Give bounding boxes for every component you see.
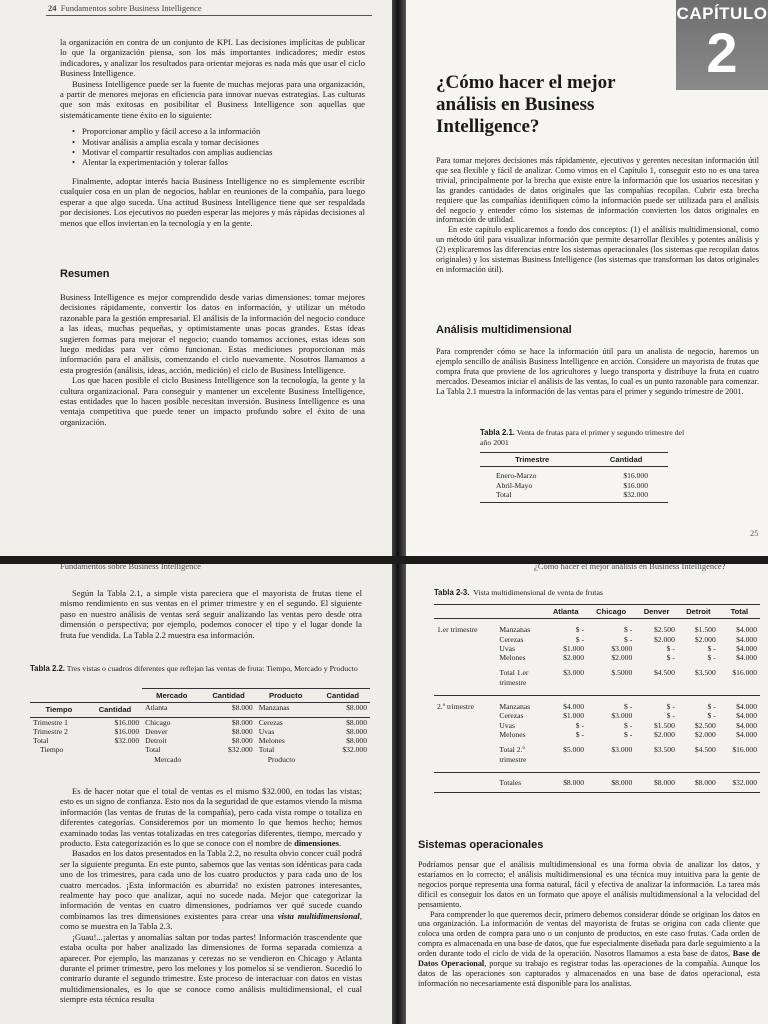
- table-cell: Total: [33, 736, 49, 746]
- table-cell: Trimestre 2: [33, 726, 68, 736]
- table-cell: $ -: [624, 702, 633, 712]
- table-cell: $3.000: [563, 668, 584, 678]
- table-cell: $4.000: [736, 729, 757, 739]
- table-cell: Cerezas: [499, 634, 524, 644]
- table-cell: $4.500: [653, 668, 675, 678]
- table-cell: Melones: [499, 653, 526, 663]
- table-cell: Abril-Mayo: [496, 480, 533, 490]
- term-vista-multidimensional: vista multidimensional: [277, 910, 360, 921]
- table-cell: $32.000: [623, 489, 648, 499]
- paragraph: Los que hacen posible el ciclo Business Intelligence son la tecnología, la gente y la cultura organizacional. Para conseguir y mantener un excelente Business Intelligence, estas entidades que lo hacen posible necesitan inversión. Business Intelligence es una ventaja competitiva que puede tener un impacto profundo sobre el éxito de una organización.: [60, 375, 365, 427]
- running-head-title: Fundamentos sobre Business Intelligence: [60, 3, 202, 13]
- table-cell: Cerezas: [499, 711, 524, 721]
- table-cell: $8.000: [611, 777, 633, 787]
- table-cell: $3.000: [611, 643, 633, 653]
- table-cell: $2.000: [653, 729, 675, 739]
- table-cell: $1.500: [694, 625, 716, 635]
- table-cell: Melones: [499, 729, 526, 739]
- table-cell: Totales: [499, 777, 522, 787]
- table-cell: $32.000: [342, 745, 367, 755]
- table-cell: $ -: [707, 711, 716, 721]
- table-cell: $8.000: [231, 736, 253, 746]
- paragraph: En este capítulo explicaremos a fondo dos conceptos: (1) el análisis multidimensional, como un método útil para visualizar información que permite desarrollar flexibles y potentes análisis y (2) explicaremos las diferencias entre los sistemas operacionales (los sistemas que recopilan datos originales) y los sistemas Business Intelligence (los sistemas que transforman los datos originales en información útil).: [436, 225, 759, 274]
- table-cell: Uvas: [258, 726, 275, 736]
- table-header: Cantidad: [98, 705, 132, 715]
- paragraph-end: , como se muestra en la Tabla 2.3.: [60, 910, 362, 932]
- bullet-list: [70, 126, 365, 168]
- table-cell: [434, 662, 496, 695]
- table-caption: [434, 588, 734, 598]
- table-cell: $ -: [707, 653, 716, 663]
- table-cell: $ -: [575, 720, 584, 730]
- table-cell: $8.000: [346, 717, 367, 727]
- table-cell: $8.000: [653, 777, 675, 787]
- table-header: Cantidad: [316, 689, 370, 703]
- table-cell: Uvas: [499, 720, 515, 730]
- table-cell: $32.000: [114, 736, 140, 746]
- table-cell: $.5000: [611, 668, 633, 678]
- table-cell: $2.000: [694, 634, 716, 644]
- paragraph: Es de hacer notar que el total de ventas es el mismo $32.000, en todas las vistas; esto es un signo de confianza. Esto nos da la seguridad de que estamos viendo la misma información (las ventas de frutas de la compañía), pero cada vista rompe o totaliza en diferentes categorías. Consideremos por un momento lo que hemos hecho; hemos examinado todas las ventas totalizadas en tres categorías diferentes, tiempo, mercado y producto. Esta categorización es lo que se conoce con el nombre de: [60, 786, 362, 849]
- book-gutter: [392, 0, 406, 1024]
- table-cell: 1.er trimestre: [437, 625, 478, 635]
- table-cell: $1.500: [653, 720, 675, 730]
- list-item: • Proporcionar amplio y fácil acceso a la información: [70, 126, 365, 136]
- table-cell: $16.000: [114, 717, 140, 727]
- table-cell: $2.000: [653, 634, 675, 644]
- page-number: 25: [750, 528, 759, 538]
- table-cell: $8.000: [346, 703, 367, 713]
- table-label: Tabla 2.2.: [30, 664, 65, 673]
- list-item: • Alentar la experimentación y tolerar fallos: [70, 157, 365, 167]
- table-cell: $4.000: [736, 720, 757, 730]
- table-cell: $2.000: [611, 653, 633, 663]
- table-cell: $2.000: [563, 653, 584, 663]
- table-cell: 2.º trimestre: [437, 702, 474, 712]
- table-cell: $16.000: [114, 726, 140, 736]
- table-cell: $ -: [666, 711, 675, 721]
- running-head: [48, 3, 202, 13]
- table-cell: $8.000: [231, 717, 253, 727]
- table-cell: Total: [145, 745, 161, 755]
- table-cell: Enero-Marzo: [496, 471, 537, 481]
- paragraph: Business Intelligence puede ser la fuente de muchas mejoras para una organización, a partir de menores mejoras en eficiencia para innovar nuevas estrategias. Las culturas que son más exitosas en posibilitar el Business Intelligence son aquellas que sistemáticamente tiene éxito en lo siguiente:: [60, 78, 365, 120]
- table-cell: Melones: [258, 736, 285, 746]
- table-cell: $3.500: [694, 668, 716, 678]
- table-cell: Total: [496, 489, 512, 499]
- table-2-3: [434, 604, 760, 793]
- body-text-block: [436, 347, 759, 397]
- page-number: 24: [48, 3, 57, 13]
- table-cell: Mercado: [154, 754, 182, 764]
- table-caption-text: Tres vistas o cuadros diferentes que reflejan las ventas de fruta: Tiempo, Mercado y Producto: [66, 664, 358, 673]
- paragraph-end: , porque su trabajo es registrar todas las operaciones de la compañía. Aunque los datos de las operaciones son capturados y almacenados en una base de datos operacional, esta información no necesariamente está disponible para los analistas.: [418, 959, 760, 988]
- running-head-title: Fundamentos sobre Business Intelligence: [60, 564, 201, 571]
- table-label: Tabla 2.1.: [480, 428, 515, 437]
- table-cell: $3.000: [611, 711, 633, 721]
- table-cell: $ -: [575, 625, 584, 635]
- table-cell: $ -: [666, 702, 675, 712]
- table-caption-text: Vista multidimensional de venta de frutas: [473, 588, 603, 597]
- page-right-bottom: [406, 564, 768, 1024]
- paragraph: Para comprender cómo se hace la información útil para un analista de negocio, haremos un ejemplo sencillo de análisis Business Intelligence en acción. Considere un mayorista de frutas que compra fruta que proviene de los agricultores y luego transporta y distribuye la fruta en cuatro mercados. Deseamos iniciar el análisis de las ventas, lo cual es un punto razonable para comenzar. La Tabla 2.1 muestra la información de las ventas para el primer y segundo trimestre de 2001.: [436, 347, 759, 396]
- table-cell: $8.000: [346, 726, 367, 736]
- table-cell: $8.000: [231, 726, 253, 736]
- table-cell: [434, 721, 496, 730]
- table-cell: $4.000: [736, 634, 757, 644]
- table-header: Mercado: [142, 689, 201, 703]
- table-cell: $3.500: [653, 745, 675, 755]
- table-cell: [434, 739, 496, 772]
- table-cell: $8.000: [346, 736, 367, 746]
- table-cell: [434, 635, 496, 644]
- body-text-block: [418, 860, 760, 989]
- table-cell: [434, 653, 496, 662]
- page-right-top: [398, 0, 768, 556]
- table-cell: $ -: [575, 634, 584, 644]
- table-cell: $4.000: [563, 702, 584, 712]
- paragraph: Para tomar mejores decisiones más rápidamente, ejecutivos y gerentes necesitan información útil que sea flexible y fácil de analizar. Como vimos en el Capítulo 1, conseguir esto no es una tarea trivial, principalmente por la brecha que existe entre la información que los usuarios necesitan y las grandes cantidades de datos originales que las compañías recopilan. Cubrir esta brecha requiere que las compañías identifiquen cómo la información puede ser utilizada para el análisis del negocio y entender cómo los sistemas de información convierten los datos originales en información de utilidad.: [436, 156, 759, 225]
- table-cell: $5.000: [563, 745, 584, 755]
- table-cell: $8.000: [231, 703, 253, 713]
- table-cell: $4.000: [736, 702, 757, 712]
- term-base-datos-operacional: Base de Datos Operacional: [418, 949, 761, 969]
- table-header: Trimestre: [515, 455, 550, 464]
- table-cell: Total 2.º trimestre: [499, 745, 527, 764]
- table-cell: $4.000: [736, 653, 757, 663]
- section-heading: Resumen: [60, 268, 110, 280]
- table-cell: Tiempo: [40, 745, 64, 755]
- table-header: Tiempo: [45, 705, 73, 715]
- chapter-number: 2: [706, 21, 738, 84]
- table-cell: $4.000: [736, 711, 757, 721]
- table-cell: $ -: [624, 634, 633, 644]
- table-cell: $32.000: [732, 777, 757, 787]
- page-left-bottom: [0, 564, 392, 1024]
- body-text-block: [436, 156, 759, 275]
- body-text-block: Es de hacer notar que el total de ventas es el mismo $32.000, en todas las vistas; esto es un signo de confianza. Esto nos da la seguridad de que estamos viendo la misma información (las ventas de frutas de la compañía), pero cada vista rompe o totaliza en diferentes categorías. Consideremos por un momento lo que hemos hecho; hemos examinado todas las ventas totalizadas en tres categorías diferentes, tiempo, mercado y producto. Esta categorización es lo que se conoce con el nombre de dimensiones. Basados en los datos presentados en la Tabla 2.2, no resulta obvio concer cuál podrá ser la siguiente pregunta. En este punto, sabemos que las ventas son idénticas para cada uno de los trimestres, para cada uno de los cuatro productos y para cada uno de los cuatro mercados. ¡Esta información es aburrida! no existen patrones interesantes, realmente hay poco que analizar, aquí no sucede nada. Mejor que categorizar la información de ventas en cuatro dimensiones, podríamos ver qué sucede cuando combinamos las tres dimensiones existentes para crear una vista multidimensional, como se muestra en la Tabla 2.3. ¡Guau!...¡alertas y anomalías saltan por todas partes! Información trascendente que estaba oculta por haber analizado las dimensiones de forma separada comienza a aparecer. Por ejemplo, las manzanas y cerezas no se vendieron en Chicago y Atlanta durante el primer trimestre, pero los melones y los pomelos sí se vendieron. Sucedió lo contrario durante el segundo trimestre. Este proceso de interactuar con datos en vistas multidimensionales, es lo que se conoce como análisis multidimensional, el cual siempre esta técnica resulta: [60, 786, 362, 1005]
- table-cell: [434, 711, 496, 720]
- table-cell: $16.000: [623, 480, 648, 490]
- table-cell: $8.000: [694, 777, 716, 787]
- paragraph: Business Intelligence es mejor comprendido desde varias dimensiones: tomar mejores decisiones rápidamente, convertir los datos en información, y utilizar un método razonable para la gestión empresarial. El análisis de la información del negocio conduce a las ideas, muchas pequeñas, y optimistamente unas pocas grandes. Estas ideas sugieren formas para mejorar el negocio; cuando tomamos acciones, estas ideas son luego medidas para ver cómo funcionan. Estas mediciones proporcionan más información para el análisis, comenzando el ciclo nuevamente. Nosotros llamamos a esta progresión (análisis, ideas, acción, medición) el ciclo de Business Intelligence.: [60, 292, 365, 375]
- table-cell: $ -: [624, 720, 633, 730]
- running-head-title: ¿Cómo hacer el mejor análisis en Business Intelligence?: [534, 564, 726, 571]
- table-cell: $8.000: [563, 777, 584, 787]
- term-dimensiones: dimensiones: [294, 838, 339, 849]
- table-cell: Atlanta: [145, 703, 168, 713]
- section-heading: Análisis multidimensional: [436, 324, 572, 336]
- table-cell: $2.000: [694, 729, 716, 739]
- table-2-1: [480, 452, 668, 503]
- table-cell: [434, 772, 496, 792]
- table-cell: $32.000: [228, 745, 253, 755]
- table-cell: $ -: [624, 729, 633, 739]
- table-header: Cantidad: [201, 689, 255, 703]
- table-caption-text: Venta de frutas para el primer y segundo trimestre del año 2001: [480, 428, 685, 447]
- table-cell: $ -: [624, 625, 633, 635]
- table-cell: [434, 644, 496, 653]
- paragraph: ¡Guau!...¡alertas y anomalías saltan por todas partes! Información trascendente que estaba oculta por haber analizado las dimensiones de forma separada comienza a aparecer. Por ejemplo, las manzanas y cerezas no se vendieron en Chicago y Atlanta durante el primer trimestre, pero los melones y los pomelos sí se vendieron. Sucedió lo contrario durante el segundo trimestre. Este proceso de interactuar con datos en vistas multidimensionales, es lo que se conoce como análisis multidimensional, el cual siempre esta técnica resulta: [60, 931, 362, 1005]
- table-cell: $16.000: [732, 668, 757, 678]
- table-cell: $16.000: [623, 471, 648, 481]
- section-heading: Sistemas operacionales: [418, 839, 544, 851]
- paragraph: Para comprender lo que queremos decir, primero debemos considerar dónde se originan los datos en una organización. La información de ventas del mayorista de frutas se origina con cada cliente que coloca una orden de compra para uno o un conjunto de productos, en este caso frutas. Cada orden de compra es almacenada en una base de datos, que fue especialmente diseñada para darle seguimiento a la orden durante todo el ciclo de vida de la operación. Nosotros llamamos a esta base de datos,: [418, 909, 760, 959]
- table-cell: Trimestre 1: [33, 717, 68, 727]
- list-item: • Motivar análisis a amplia escala y tomar decisiones: [70, 137, 365, 147]
- list-item: • Motivar el compartir resultados con amplias audiencias: [70, 147, 365, 157]
- table-cell: $1.000: [563, 711, 584, 721]
- table-cell: Chicago: [145, 717, 171, 727]
- table-cell: Denver: [145, 726, 168, 736]
- table-label: Tabla 2-3.: [434, 588, 470, 597]
- paragraph: Según la Tabla 2.1, a simple vista pareciera que el mayorista de frutas tiene el mismo rendimiento en sus ventas en el primer trimestre y en el segundo. El siguiente paso en nuestro análisis de ventas será seguir analizando las ventas pero desde otra dimensión o perspectiva; por ejemplo, podemos conocer el tipo y el lugar donde la fruta fue vendida. La Tabla 2.2 muestra esa información.: [60, 588, 362, 640]
- header-rule: [46, 15, 372, 16]
- table-header: Chicago: [596, 607, 627, 616]
- table-cell: $16.000: [732, 745, 757, 755]
- table-cell: $ -: [707, 702, 716, 712]
- page-left-top: [0, 0, 392, 556]
- table-cell: $3.000: [611, 745, 633, 755]
- body-text-block: [60, 37, 365, 228]
- table-header: Cantidad: [609, 455, 643, 464]
- table-cell: $2.500: [653, 625, 675, 635]
- chapter-label: CAPÍTULO: [676, 4, 768, 23]
- body-text-block: [60, 292, 365, 427]
- paragraph: Finalmente, adoptar interés hacia Business Intelligence no es simplemente escribir cualquier cosa en un plan de negocios, hablar en reuniones de la compañía, para luego esperar a que algo suceda. Una actitud Business Intelligence tiene que ser respaldada por decisiones. Los ejecutivos no pueden esperar las mejores y más rápidas decisiones al menos que ellos inviertan en la tecnología y en la gente.: [60, 175, 365, 228]
- table-cell: $ -: [666, 653, 675, 663]
- table-cell: $ -: [575, 729, 584, 739]
- table-cell: Cerezas: [258, 717, 283, 727]
- table-cell: Manzanas: [499, 702, 531, 712]
- table-cell: $1.000: [563, 643, 584, 653]
- table-cell: $4.000: [736, 643, 757, 653]
- paragraph: Basados en los datos presentados en la Tabla 2.2, no resulta obvio concer cuál podrá ser la siguiente pregunta. En este punto, sabemos que las ventas son idénticas para cada uno de los trimestres, para cada uno de los cuatro productos y para cada uno de los cuatro mercados. ¡Esta información es aburrida! no existen patrones interesantes, realmente hay poco que analizar, aquí no sucede nada. Mejor que categorizar la información de ventas en cuatro dimensiones, podríamos ver qué sucede cuando combinamos las tres dimensiones existentes para crear una: [60, 848, 362, 921]
- table-body: [434, 619, 760, 793]
- table-caption: [30, 664, 370, 674]
- body-text-block: [60, 588, 362, 640]
- chapter-title: ¿Cómo hacer el mejor análisis en Business Intelligence?: [436, 72, 616, 137]
- table-cell: $4.000: [736, 625, 757, 635]
- table-cell: Uvas: [499, 643, 515, 653]
- table-caption: [480, 428, 690, 447]
- table-header: Producto: [256, 689, 316, 703]
- table-cell: [434, 730, 496, 739]
- table-cell: Manzanas: [258, 703, 290, 713]
- table-cell: Total: [258, 745, 275, 755]
- table-cell: $ -: [666, 643, 675, 653]
- table-cell: Producto: [267, 754, 296, 764]
- table-header: Detroit: [686, 607, 711, 616]
- page-separator: [0, 556, 768, 564]
- table-2-2: [30, 688, 370, 764]
- table-header: Atlanta: [552, 607, 579, 616]
- table-header: Total: [730, 607, 749, 616]
- table-cell: Total 1.er trimestre: [499, 668, 529, 687]
- table-header: Denver: [643, 607, 670, 616]
- table-cell: $4.500: [694, 745, 716, 755]
- table-cell: $2.500: [694, 720, 716, 730]
- table-cell: Detroit: [145, 736, 167, 746]
- table-cell: Manzanas: [499, 625, 531, 635]
- table-cell: $ -: [707, 643, 716, 653]
- paragraph: Podríamos pensar que el análisis multidimensional es una forma obvia de analizar los datos, y estaríamos en lo correcto; el análisis multidimensional es una técnica muy intuitiva para la gente de negocios porque representa una forma natural, fácil y efectiva de analizar la información. La tarea más difícil es conseguir los datos en un formato que apoye el análisis multidimensional a la velocidad del pensamiento.: [418, 860, 760, 909]
- chapter-tab: [676, 0, 768, 90]
- paragraph: la organización en contra de un conjunto de KPI. Las decisiones implícitas de publicar lo que la organización piensa, son los más importantes indicadores; medir estos indicadores, y analizar los resultados para orientar mejoras es nada más que usar el ciclo Business Intelligence.: [60, 37, 365, 79]
